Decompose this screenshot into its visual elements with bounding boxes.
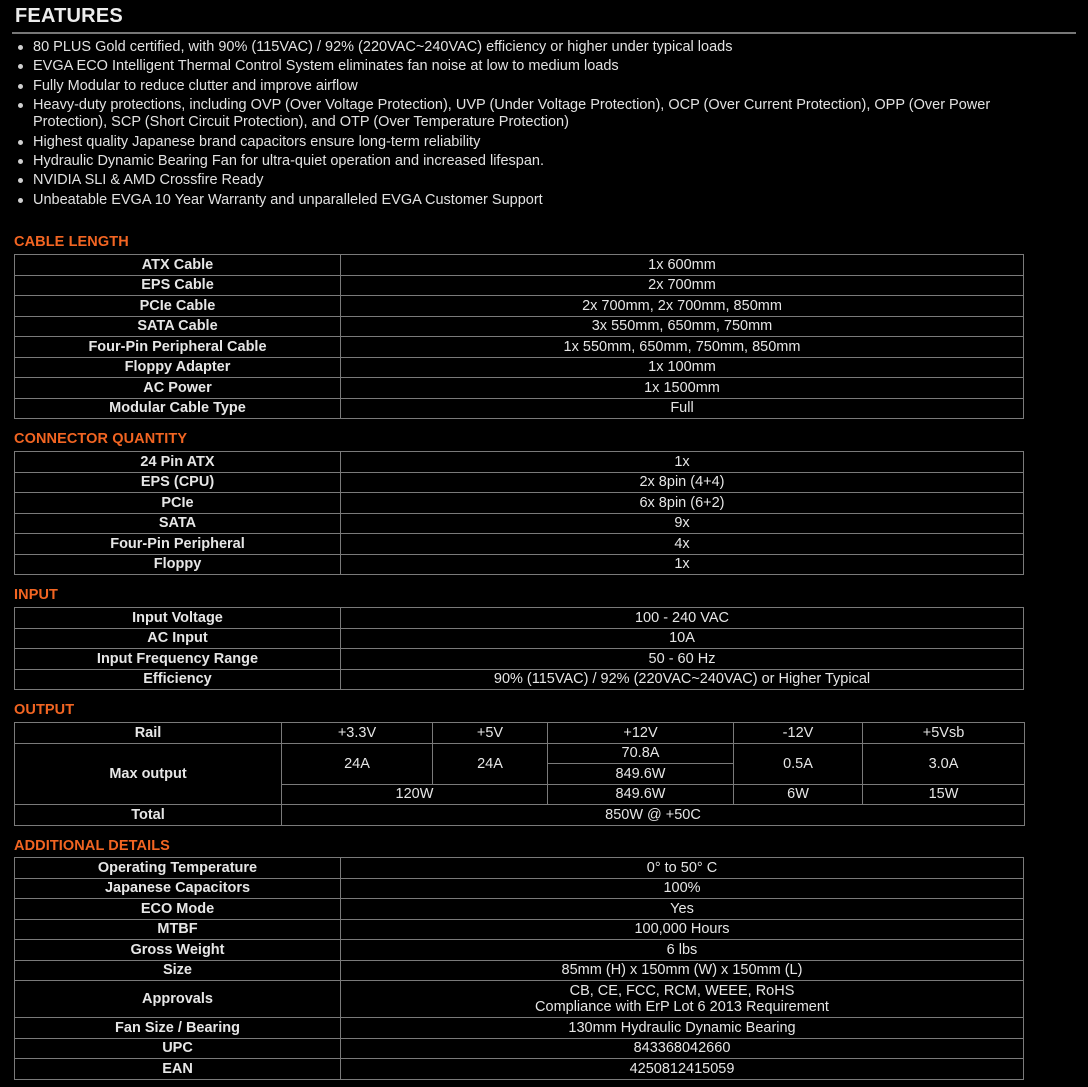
table-row — [15, 337, 1024, 358]
feature-item: Highest quality Japanese brand capacitors ensure long-term reliability — [33, 134, 1033, 151]
row-value: 2x 8pin (4+4) — [341, 472, 1024, 493]
table-row — [15, 493, 1024, 514]
amps-cell: 24A — [433, 743, 548, 784]
row-value: 6x 8pin (6+2) — [341, 493, 1024, 514]
row-value: 2x 700mm — [341, 275, 1024, 296]
row-label: EPS Cable — [15, 275, 341, 296]
row-label: Japanese Capacitors — [15, 878, 341, 899]
row-label: Fan Size / Bearing — [15, 1018, 341, 1039]
row-label: AC Input — [15, 628, 341, 649]
row-label: AC Power — [15, 378, 341, 399]
table-row — [15, 805, 1025, 826]
cable-length-title: CABLE LENGTH — [14, 234, 129, 250]
row-label: PCIe Cable — [15, 296, 341, 317]
row-label: Input Frequency Range — [15, 649, 341, 670]
feature-item: Unbeatable EVGA 10 Year Warranty and unparalleled EVGA Customer Support — [33, 192, 1033, 209]
row-label: Input Voltage — [15, 608, 341, 629]
table-row — [15, 1018, 1024, 1039]
row-value: 85mm (H) x 150mm (W) x 150mm (L) — [341, 960, 1024, 981]
row-value: 2x 700mm, 2x 700mm, 850mm — [341, 296, 1024, 317]
amps-cell: 70.8A — [548, 743, 734, 764]
amps-cell: 0.5A — [734, 743, 863, 784]
table-row — [15, 743, 1025, 764]
row-value: 4x — [341, 534, 1024, 555]
features-list — [33, 39, 1033, 211]
row-label: PCIe — [15, 493, 341, 514]
row-label: Four-Pin Peripheral Cable — [15, 337, 341, 358]
table-row — [15, 1059, 1024, 1080]
rail-header: +12V — [548, 723, 734, 744]
approvals-value — [341, 981, 1024, 1018]
cable-length-table — [14, 254, 1024, 419]
amps-cell: 3.0A — [863, 743, 1025, 784]
row-label: Approvals — [15, 981, 341, 1018]
row-value: Yes — [341, 899, 1024, 920]
row-label: SATA Cable — [15, 316, 341, 337]
watts-cell: 6W — [734, 784, 863, 805]
table-row — [15, 899, 1024, 920]
feature-item: NVIDIA SLI & AMD Crossfire Ready — [33, 172, 1033, 189]
table-row — [15, 649, 1024, 670]
row-value: 9x — [341, 513, 1024, 534]
row-value: 0° to 50° C — [341, 858, 1024, 879]
table-row — [15, 534, 1024, 555]
table-row — [15, 472, 1024, 493]
watts-cell: 849.6W — [548, 784, 734, 805]
row-value: 90% (115VAC) / 92% (220VAC~240VAC) or Higher Typical — [341, 669, 1024, 690]
row-value: 4250812415059 — [341, 1059, 1024, 1080]
additional-details-title: ADDITIONAL DETAILS — [14, 838, 170, 854]
connector-quantity-table — [14, 451, 1024, 575]
table-row — [15, 398, 1024, 419]
row-value: Full — [341, 398, 1024, 419]
rail-header: +5V — [433, 723, 548, 744]
feature-item: Heavy-duty protections, including OVP (Over Voltage Protection), UVP (Under Voltage Protection), OCP (Over Current Protection), OPP (Over Power Protection), SCP (Short Circuit Protection), and OTP (Over Temperature Protection) — [33, 97, 1033, 131]
row-label: MTBF — [15, 919, 341, 940]
connector-quantity-title: CONNECTOR QUANTITY — [14, 431, 188, 447]
output-table — [14, 722, 1025, 826]
features-header — [12, 2, 1076, 34]
feature-item: EVGA ECO Intelligent Thermal Control System eliminates fan noise at low to medium loads — [33, 58, 1033, 75]
row-label: Operating Temperature — [15, 858, 341, 879]
table-row — [15, 296, 1024, 317]
feature-item: Fully Modular to reduce clutter and improve airflow — [33, 78, 1033, 95]
row-value: 50 - 60 Hz — [341, 649, 1024, 670]
amps-cell: 24A — [282, 743, 433, 784]
table-row — [15, 452, 1024, 473]
row-label: EAN — [15, 1059, 341, 1080]
row-label: Modular Cable Type — [15, 398, 341, 419]
table-row — [15, 1038, 1024, 1059]
table-row — [15, 316, 1024, 337]
row-label: Floppy Adapter — [15, 357, 341, 378]
row-value: 100,000 Hours — [341, 919, 1024, 940]
table-row — [15, 960, 1024, 981]
row-value: 100 - 240 VAC — [341, 608, 1024, 629]
row-value: 1x 1500mm — [341, 378, 1024, 399]
input-table — [14, 607, 1024, 690]
row-label: Gross Weight — [15, 940, 341, 961]
row-label: Four-Pin Peripheral — [15, 534, 341, 555]
row-label: 24 Pin ATX — [15, 452, 341, 473]
table-row — [15, 513, 1024, 534]
row-label: Size — [15, 960, 341, 981]
max-output-label: Max output — [15, 743, 282, 805]
row-value: 1x — [341, 554, 1024, 575]
table-row — [15, 878, 1024, 899]
row-value: 100% — [341, 878, 1024, 899]
approvals-line: CB, CE, FCC, RCM, WEEE, RoHS — [569, 983, 795, 999]
table-row — [15, 858, 1024, 879]
table-row — [15, 669, 1024, 690]
table-row — [15, 608, 1024, 629]
row-value: 1x 550mm, 650mm, 750mm, 850mm — [341, 337, 1024, 358]
row-value: 1x 100mm — [341, 357, 1024, 378]
row-label: EPS (CPU) — [15, 472, 341, 493]
feature-item: 80 PLUS Gold certified, with 90% (115VAC) / 92% (220VAC~240VAC) efficiency or higher under typical loads — [33, 39, 1033, 56]
total-value: 850W @ +50C — [282, 805, 1025, 826]
rail-header: -12V — [734, 723, 863, 744]
table-row — [15, 275, 1024, 296]
table-row — [15, 357, 1024, 378]
watts-cell: 15W — [863, 784, 1025, 805]
row-label: UPC — [15, 1038, 341, 1059]
row-label: ATX Cable — [15, 255, 341, 276]
input-title: INPUT — [14, 587, 58, 603]
row-value: 843368042660 — [341, 1038, 1024, 1059]
rail-label: Rail — [15, 723, 282, 744]
row-value: 1x — [341, 452, 1024, 473]
table-row — [15, 981, 1024, 1018]
table-row — [15, 940, 1024, 961]
table-row — [15, 628, 1024, 649]
row-value: 1x 600mm — [341, 255, 1024, 276]
row-value: 10A — [341, 628, 1024, 649]
features-title: FEATURES — [15, 5, 123, 27]
rail-header: +5Vsb — [863, 723, 1025, 744]
output-title: OUTPUT — [14, 702, 75, 718]
table-row — [15, 378, 1024, 399]
row-value: 3x 550mm, 650mm, 750mm — [341, 316, 1024, 337]
watts-cell: 849.6W — [548, 764, 734, 785]
watts-cell: 120W — [282, 784, 548, 805]
table-row — [15, 255, 1024, 276]
row-label: SATA — [15, 513, 341, 534]
feature-item: Hydraulic Dynamic Bearing Fan for ultra-quiet operation and increased lifespan. — [33, 153, 1033, 170]
row-label: Floppy — [15, 554, 341, 575]
approvals-line: Compliance with ErP Lot 6 2013 Requirement — [535, 999, 829, 1015]
table-row — [15, 919, 1024, 940]
row-value: 6 lbs — [341, 940, 1024, 961]
row-value: 130mm Hydraulic Dynamic Bearing — [341, 1018, 1024, 1039]
row-label: ECO Mode — [15, 899, 341, 920]
total-label: Total — [15, 805, 282, 826]
table-row — [15, 723, 1025, 744]
rail-header: +3.3V — [282, 723, 433, 744]
additional-details-table — [14, 857, 1024, 1080]
row-label: Efficiency — [15, 669, 341, 690]
table-row — [15, 554, 1024, 575]
